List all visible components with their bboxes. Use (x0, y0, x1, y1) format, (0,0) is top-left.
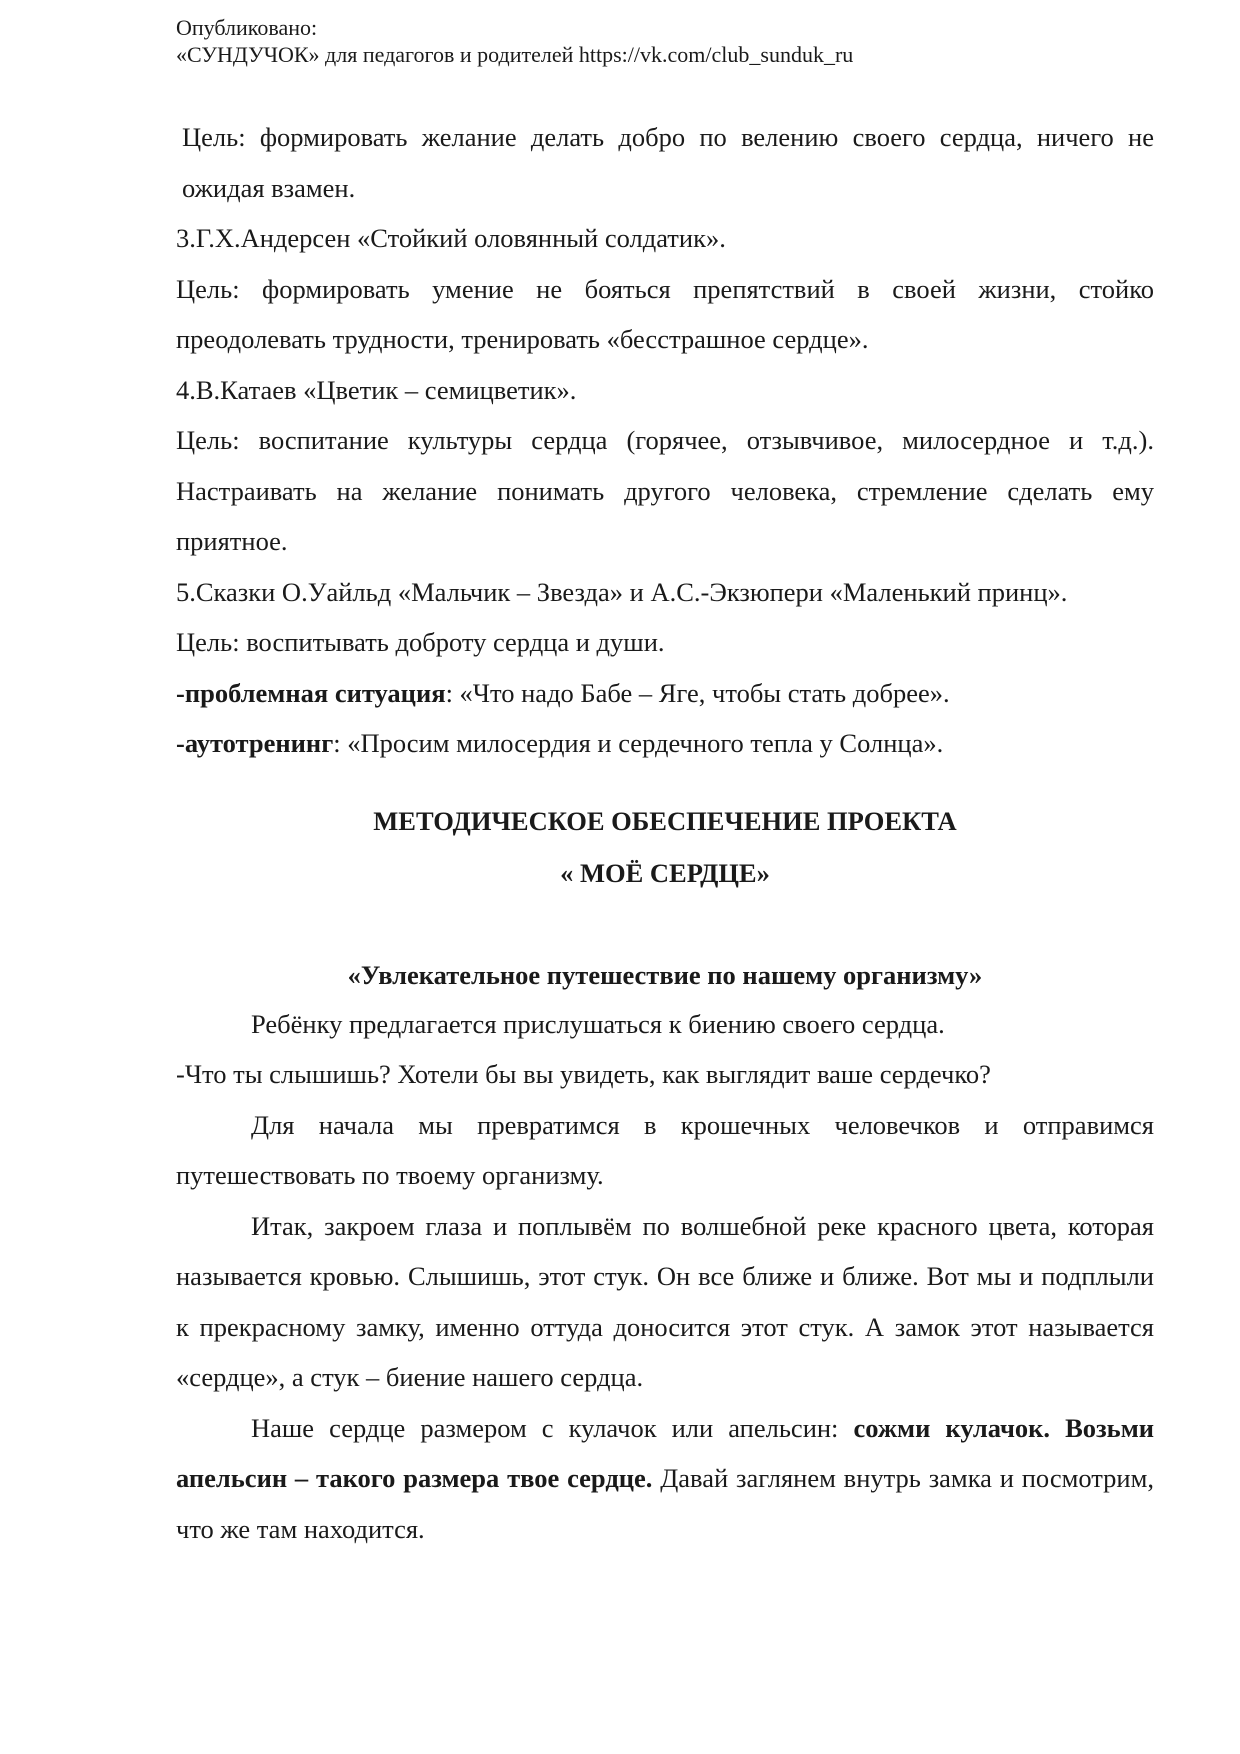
autotraining-line (176, 718, 1154, 769)
goal-paragraph-1: Цель: формировать желание делать добро по велению своего сердца, ничего не ожидая взамен. (182, 122, 1154, 203)
book-item-5: 5.Сказки О.Уайльд «Мальчик – Звезда» и А.С.-Экзюпери «Маленький принц». (176, 576, 1068, 607)
story-paragraph-5-bold: сожми кулачок. Возьми апельсин – такого размера твое сердце. (176, 1412, 1155, 1493)
story-paragraph-5-end: Давай заглянем внутрь замка и посмотрим, что же там находится. (176, 1463, 1155, 1544)
story-paragraph-1: Ребёнку предлагается прислушаться к биению своего сердца. (251, 1008, 945, 1039)
story-paragraph-4: Итак, закроем глаза и поплывём по волшебной реке красного цвета, которая называется кровью. Слышишь, этот стук. Он все ближе и ближе. Вот мы и подплыли к прекрасному замку, именно оттуда доносится этот стук. А замок этот называется «сердце», а стук – биение нашего сердца. (176, 1210, 1154, 1392)
autotraining-text: : «Просим милосердия и сердечного тепла у Солнца». (333, 728, 944, 758)
section-title: МЕТОДИЧЕСКОЕ ОБЕСПЕЧЕНИЕ ПРОЕКТА (373, 805, 957, 836)
goal-paragraph-5: Цель: воспитывать доброту сердца и души. (176, 627, 665, 657)
story-paragraph-3: Для начала мы превратимся в крошечных человечков и отправимся путешествовать по твоему организму. (176, 1109, 1154, 1190)
story-paragraph-2: -Что ты слышишь? Хотели бы вы увидеть, как выглядит ваше сердечко? (176, 1059, 991, 1089)
document-body (176, 112, 1154, 1554)
section-subtitle: «Увлекательное путешествие по нашему организму» (347, 959, 983, 990)
publication-header (176, 14, 1176, 68)
autotraining-label: -аутотренинг (176, 728, 334, 758)
story-paragraph-5 (176, 1403, 1154, 1555)
header-source-line: «СУНДУЧОК» для педагогов и родителей https://vk.com/club_sunduk_ru (176, 42, 854, 67)
story-paragraph-5-start: Наше сердце размером с кулачок или апельсин: (251, 1412, 854, 1443)
goal-paragraph-3: Цель: формировать умение не бояться препятствий в своей жизни, стойко преодолевать трудности, тренировать «бесстрашное сердце». (176, 273, 1154, 354)
header-published-label: Опубликовано: (176, 15, 318, 40)
problem-situation-label: -проблемная ситуация (176, 677, 446, 708)
section-title-project-name: « МОЁ СЕРДЦЕ» (560, 857, 770, 888)
book-item-4: 4.В.Катаев «Цветик – семицветик». (176, 374, 577, 405)
goal-paragraph-4: Цель: воспитание культуры сердца (горячее, отзывчивое, милосердное и т.д.). Настраивать на желание понимать другого человека, стремление сделать ему приятное. (176, 425, 1154, 556)
book-item-3: 3.Г.Х.Андерсен «Стойкий оловянный солдатик». (176, 223, 726, 253)
problem-situation-text: : «Что надо Бабе – Яге, чтобы стать добрее». (445, 677, 950, 708)
problem-situation-line (176, 668, 1154, 719)
